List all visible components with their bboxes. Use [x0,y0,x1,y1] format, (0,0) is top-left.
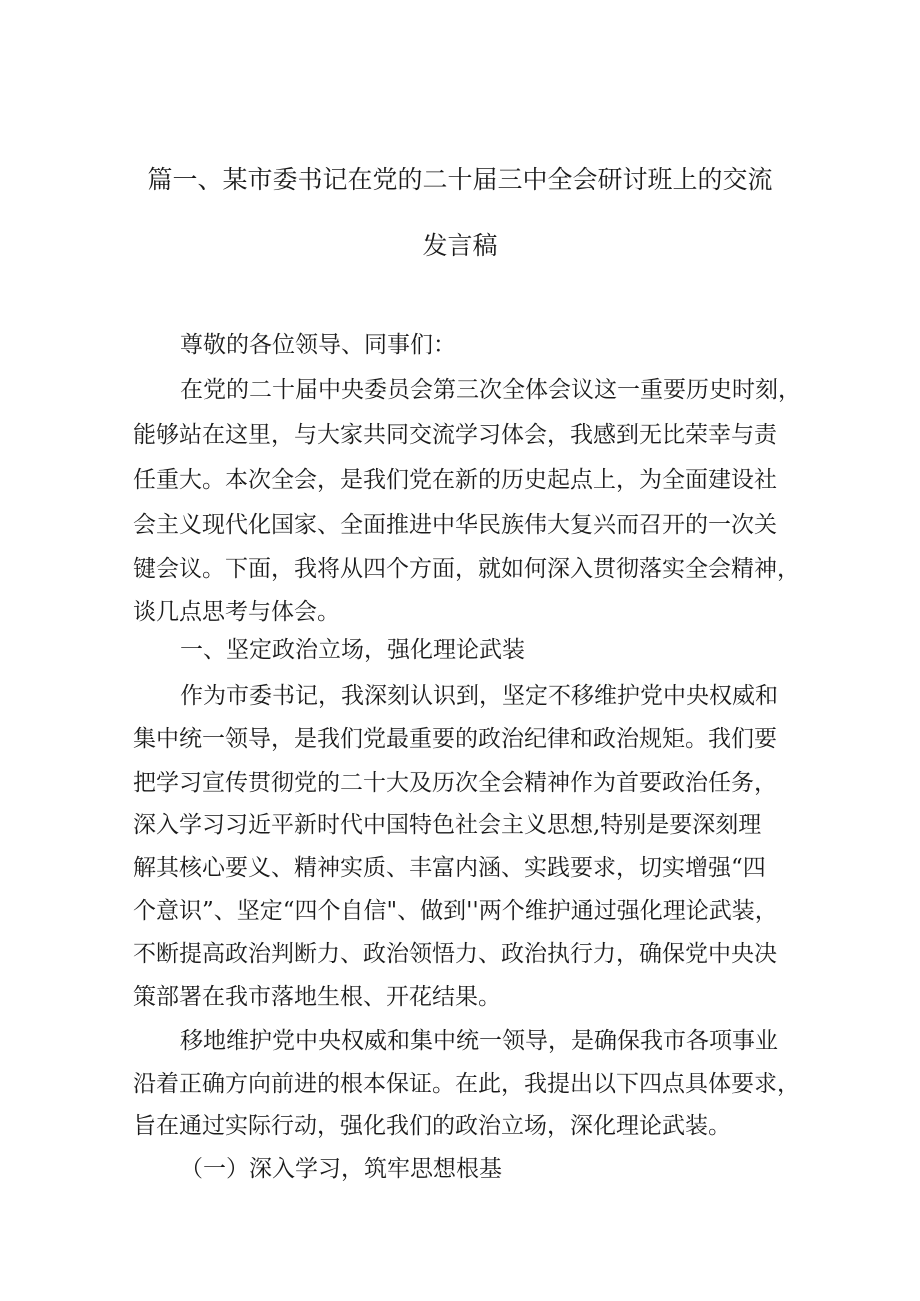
paragraph-line: 集中统一领导，是我们党最重要的政治纪律和政治规矩。我们要 [133,726,777,752]
salutation: 尊敬的各位领导、同事们： [180,332,456,358]
paragraph-line: 任重大。本次全会，是我们党在新的历史起点上，为全面建设社 [133,467,777,493]
paragraph-line: 不断提高政治判断力、政治领悟力、政治执行力，确保党中央决 [133,941,777,967]
paragraph-line: 在党的二十届中央委员会第三次全体会议这一重要历史时刻， [180,377,801,403]
paragraph-line: 能够站在这里，与大家共同交流学习体会，我感到无比荣幸与责 [133,422,777,448]
paragraph-line: 策部署在我市落地生根、开花结果。 [133,984,501,1010]
paragraph-line: 深入学习习近平新时代中国特色社会主义思想,特别是要深刻理 [133,812,762,838]
subsection-heading-1: （一）深入学习，筑牢思想根基 [180,1156,502,1182]
paragraph-line: 会主义现代化国家、全面推进中华民族伟大复兴而召开的一次关 [133,512,777,538]
paragraph-line: 解其核心要义、精神实质、丰富内涵、实践要求，切实增强“四 [133,855,766,881]
document-title-line-2: 发言稿 [422,231,498,260]
document-title-line-1: 篇一、某市委书记在党的二十届三中全会研讨班上的交流 [147,165,773,194]
paragraph-line: 个意识”、坚定“四个自信"、做到''两个维护通过强化理论武装， [133,898,778,924]
paragraph-line: 旨在通过实际行动，强化我们的政治立场，深化理论武装。 [133,1113,731,1139]
paragraph-line: 把学习宣传贯彻党的二十大及历次全会精神作为首要政治任务， [133,770,777,796]
paragraph-line: 移地维护党中央权威和集中统一领导，是确保我市各项事业 [180,1028,778,1054]
paragraph-line: 作为市委书记，我深刻认识到，坚定不移维护党中央权威和 [180,683,778,709]
paragraph-line: 沿着正确方向前进的根本保证。在此，我提出以下四点具体要求， [133,1071,800,1097]
paragraph-line: 谈几点思考与体会。 [133,599,340,625]
section-heading-1: 一、坚定政治立场，强化理论武装 [180,637,525,663]
paragraph-line: 键会议。下面，我将从四个方面，就如何深入贯彻落实全会精神， [133,556,800,582]
